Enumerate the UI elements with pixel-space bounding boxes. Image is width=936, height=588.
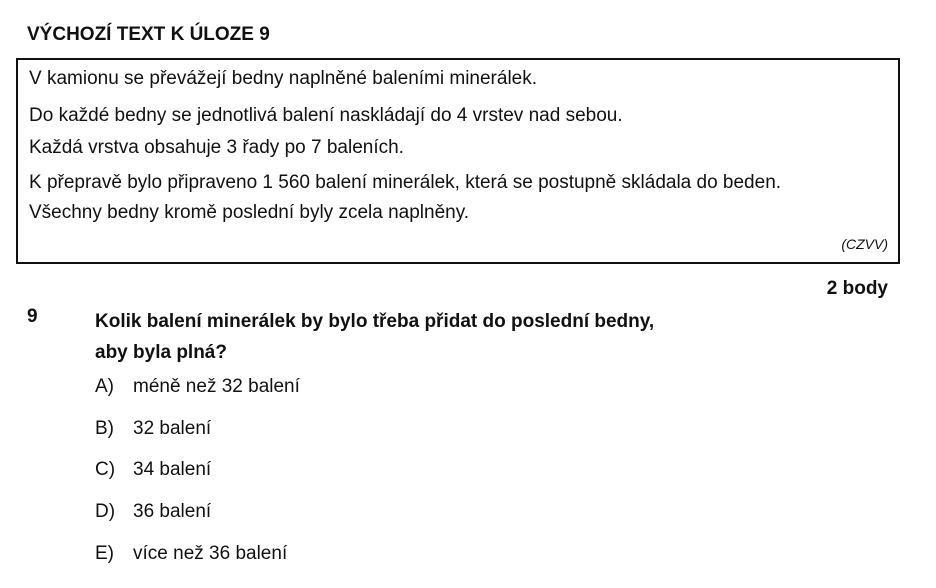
option-letter: A) bbox=[95, 376, 114, 397]
source-line: Každá vrstva obsahuje 3 řady po 7 baleních. bbox=[29, 137, 404, 158]
option-letter: C) bbox=[95, 459, 116, 480]
option-text: méně než 32 balení bbox=[133, 376, 300, 397]
option-letter: B) bbox=[95, 418, 114, 439]
source-line: V kamionu se převážejí bedny naplněné baleními minerálek. bbox=[29, 68, 538, 89]
option-text: 36 balení bbox=[133, 501, 212, 522]
source-attribution: (CZVV) bbox=[841, 236, 888, 252]
option-d[interactable] bbox=[95, 501, 211, 523]
task-question bbox=[95, 306, 654, 368]
option-c[interactable] bbox=[95, 459, 211, 481]
option-letter: D) bbox=[95, 501, 116, 522]
question-line: Kolik balení minerálek by bylo třeba přidat do poslední bedny, bbox=[95, 311, 655, 332]
source-text-box bbox=[16, 58, 900, 264]
source-line: Všechny bedny kromě poslední byly zcela naplněny. bbox=[29, 202, 470, 223]
task-points: 2 body bbox=[826, 278, 888, 299]
question-line: aby byla plná? bbox=[95, 342, 227, 363]
section-heading: VÝCHOZÍ TEXT K ÚLOZE 9 bbox=[27, 24, 270, 45]
source-line: K přepravě bylo připraveno 1 560 balení minerálek, která se postupně skládala do beden. bbox=[29, 172, 782, 193]
task-number: 9 bbox=[27, 306, 38, 327]
option-b[interactable] bbox=[95, 418, 211, 440]
option-a[interactable] bbox=[95, 376, 300, 398]
option-letter: E) bbox=[95, 543, 114, 564]
option-text: 34 balení bbox=[133, 459, 212, 480]
option-text: více než 36 balení bbox=[133, 543, 288, 564]
option-e[interactable] bbox=[95, 543, 287, 565]
option-text: 32 balení bbox=[133, 418, 212, 439]
source-line: Do každé bedny se jednotlivá balení naskládají do 4 vrstev nad sebou. bbox=[29, 105, 623, 126]
